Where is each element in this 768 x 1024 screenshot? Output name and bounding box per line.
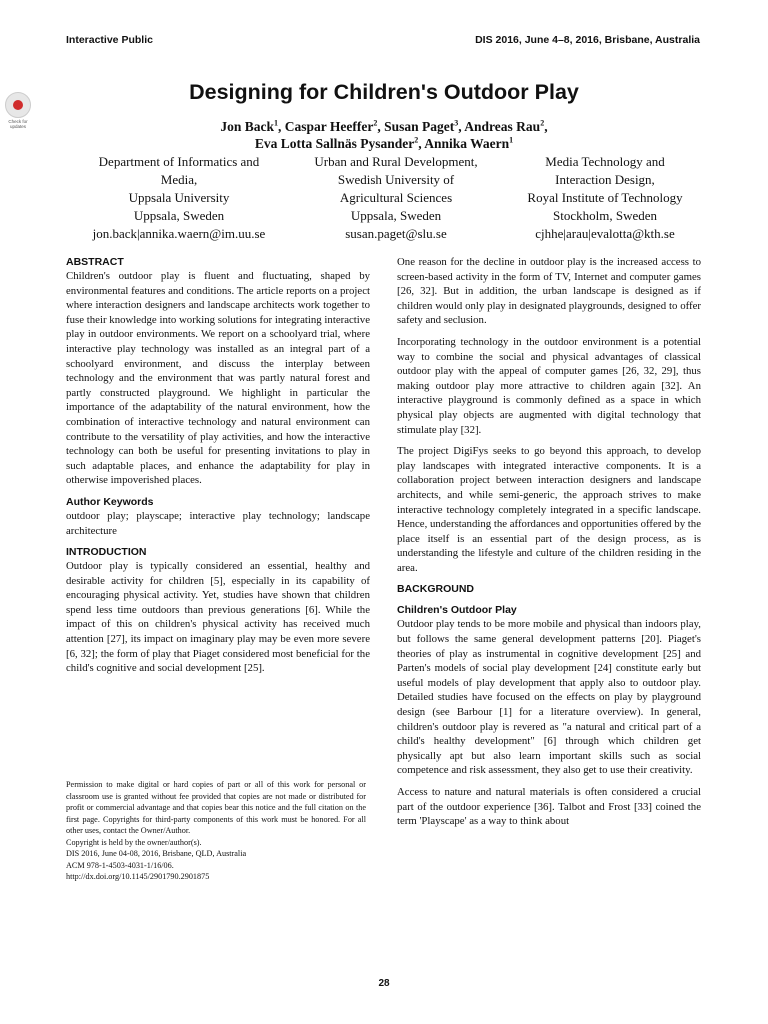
body-paragraph: The project DigiFys seeks to go beyond this approach, to develop play landscapes with integrated interactive components. It is a collaboration project between interaction designers and landscape architects, and while semi-generic, the approach strives to make interactive technology completely integrated in a specific landscape. Hence, understanding the affordances and opportunities offered by the place itself is an essential part of the design process, as is understanding the lifestyle and culture of the children residing in the area. — [397, 445, 701, 574]
affiliation-block: Urban and Rural Development, Swedish University of Agricultural Sciences Uppsala, Sweden susan.paget@slu.se — [298, 153, 494, 243]
abstract-heading: ABSTRACT — [66, 256, 124, 268]
author-line-2: Eva Lotta Sallnäs Pysander$^2$, Annika Waern$^1$ — [254, 135, 514, 151]
abstract-text: Children's outdoor play is fluent and fluctuating, shaped by environmental features and conditions. The article reports on a project where interaction designers and landscape architects work together to fuse their knowledge into working solutions for integrating interactive play in outdoor environments. We report on a schoolyard trial, where interactive play technology was installed as an integral part of a schoolyard environment, and discuss the interplay between technology and the environment that was partly natural forest and partly constructed playground. We highlight in particular the importance of the adaptability of the natural environment, how the combination of interactive technology and natural environment can contribute to the versatility of play activities, and how the interactive technology can both be useful for presenting invitations to play in such adaptable places, and enhance the adaptability for play in otherwise impoverished places. — [66, 270, 370, 487]
subsection-heading: Children's Outdoor Play — [397, 604, 517, 617]
doi-link[interactable]: http://dx.doi.org/10.1145/2901790.2901875 — [66, 872, 210, 881]
author-affiliation-mark: 1 — [509, 135, 514, 145]
copyright-line: Copyright is held by the owner/author(s). — [66, 837, 202, 847]
venue-line: DIS 2016, June 04-08, 2016, Brisbane, QLD, Australia — [66, 849, 247, 858]
author-affiliation-mark: 2 — [414, 135, 419, 145]
author-line-1: Jon Back$^1$, Caspar Heeffer$^2$, Susan Paget$^3$, Andreas Rau$^2$, — [220, 118, 548, 134]
author-name: Susan Paget — [384, 119, 455, 134]
keywords-heading: Author Keywords — [66, 495, 154, 508]
background-heading: BACKGROUND — [397, 583, 474, 596]
acm-isbn: ACM 978-1-4503-4031-1/16/06. — [66, 860, 174, 870]
author-name: Annika Waern — [424, 136, 510, 151]
author-email[interactable]: jon.back|annika.waern@im.uu.se — [92, 226, 266, 241]
introduction-text: Outdoor play is typically considered an essential, healthy and desirable activity for children [5], especially in its capability of encouraging physical activity. Yet, studies have shown that children spend less time outdoors than previous generations [6]. While the impact of this on children's physical activity has received much attention [27], its impact on imaginary play may be even more severe [6, 32]; the form of play that Piaget considered most beneficial for the child's cognitive and social development [25]. — [66, 560, 370, 675]
body-paragraph: Outdoor play tends to be more mobile and physical than indoors play, but follows the same general development patterns [20]. Piaget's theories of play as instrumental in cognitive development [25] and Parten's models of social play development [24] constitute early but useful models of play development that apply also to outdoor play. Detailed studies have focused on the effects on play by playground design (see Barbour [1] for a literature overview). In general, children's outdoor play is revered as "a natural and critical part of a child's healthy development" [6] through which children get physically apt but also learn important skills such as social competence and risk assessment, they also get to use their creativity. — [397, 618, 701, 777]
left-column — [66, 255, 370, 676]
author-name: Andreas Rau — [464, 119, 541, 134]
body-paragraph: One reason for the decline in outdoor play is the increased access to screen-based activity in the form of TV, Internet and computer games [26, 32]. But in addition, the urban landscape is designed as if children would only play in designated playgrounds, designed to offer safety and seclusion. — [397, 256, 701, 327]
author-name: Caspar Heeffer — [284, 119, 374, 134]
badge-label: Check for updates — [8, 119, 28, 129]
running-header-left: Interactive Public — [66, 34, 153, 46]
introduction-heading: INTRODUCTION — [66, 546, 147, 559]
author-affiliation-mark: 2 — [373, 118, 378, 128]
body-paragraph: Incorporating technology in the outdoor environment is a potential way to combine the social and physical advantages of classical outdoor play with the appeal of computer games [26, 32, 29], thus making outdoor play more attractive to children again [32]. An interactive playground is commonly defined as a space in which physical play objects are augmented with digital technology that stimulate play [32]. — [397, 335, 701, 436]
affiliation-block: Media Technology and Interaction Design, Royal Institute of Technology Stockholm, Sweden cjhhe|arau|evalotta@kth.se — [496, 153, 714, 243]
body-paragraph: Access to nature and natural materials is often considered a crucial part of the outdoor experience [36]. Talbot and Frost [33] coined the term 'Playscape' as a way to think about — [397, 786, 701, 828]
author-affiliation-mark: 1 — [274, 118, 279, 128]
keywords-text: outdoor play; playscape; interactive play technology; landscape architecture — [66, 509, 370, 537]
author-name: Eva Lotta Sallnäs Pysander — [254, 136, 415, 151]
permission-text: Permission to make digital or hard copies of part or all of this work for personal or classroom use is granted without fee provided that copies are not made or distributed for profit or commercial advantage and that copies bear this notice and the full citation on the first page. Copyrights for third-party components of this work must be honored. For all other uses, contact the Owner/Author. — [66, 780, 366, 835]
right-column — [397, 255, 701, 829]
author-affiliation-mark: 2 — [540, 118, 545, 128]
running-header-right: DIS 2016, June 4–8, 2016, Brisbane, Australia — [475, 34, 700, 46]
permission-notice — [66, 779, 366, 883]
author-name: Jon Back — [220, 119, 275, 134]
author-affiliation-mark: 3 — [454, 118, 459, 128]
page-number: 28 — [378, 978, 390, 989]
paper-title: Designing for Children's Outdoor Play — [189, 80, 579, 104]
author-email[interactable]: cjhhe|arau|evalotta@kth.se — [535, 226, 675, 241]
author-email[interactable]: susan.paget@slu.se — [345, 226, 447, 241]
affiliation-block: Department of Informatics and Media, Uppsala University Uppsala, Sweden jon.back|annika.waern@im.uu.se — [66, 153, 292, 243]
